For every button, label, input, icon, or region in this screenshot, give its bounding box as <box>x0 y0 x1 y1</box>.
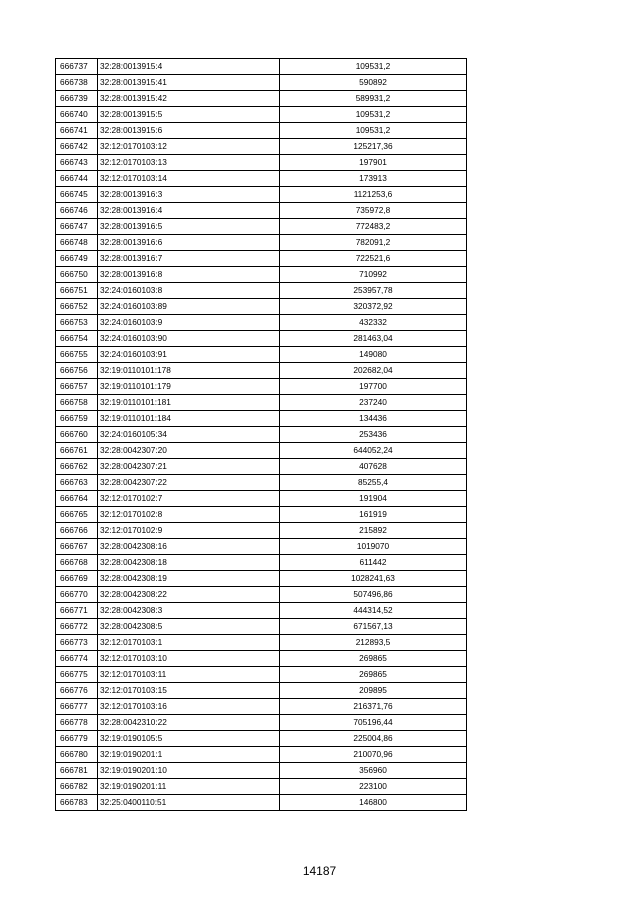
cadastral-number-cell: 32:25:0400110:51 <box>98 795 280 811</box>
row-id-cell: 666765 <box>56 507 98 523</box>
table-row <box>56 123 467 139</box>
table-row <box>56 139 467 155</box>
page-number: 14187 <box>302 864 337 878</box>
cadastral-number-cell: 32:28:0013916:4 <box>98 203 280 219</box>
cadastral-value-cell: 149080 <box>280 347 467 363</box>
row-id-cell: 666767 <box>56 539 98 555</box>
row-id-cell: 666740 <box>56 107 98 123</box>
cadastral-number-cell: 32:19:0110101:178 <box>98 363 280 379</box>
row-id-cell: 666747 <box>56 219 98 235</box>
table-row <box>56 411 467 427</box>
cadastral-value-table <box>55 58 467 811</box>
row-id-cell: 666749 <box>56 251 98 267</box>
table-body <box>56 59 467 811</box>
table-row <box>56 219 467 235</box>
row-id-cell: 666742 <box>56 139 98 155</box>
cadastral-number-cell: 32:12:0170102:9 <box>98 523 280 539</box>
cadastral-number-cell: 32:12:0170103:11 <box>98 667 280 683</box>
row-id-cell: 666772 <box>56 619 98 635</box>
cadastral-value-cell: 197901 <box>280 155 467 171</box>
table-row <box>56 459 467 475</box>
cadastral-number-cell: 32:24:0160103:91 <box>98 347 280 363</box>
cadastral-number-cell: 32:19:0110101:181 <box>98 395 280 411</box>
cadastral-value-cell: 215892 <box>280 523 467 539</box>
table-row <box>56 443 467 459</box>
table-row <box>56 603 467 619</box>
table-row <box>56 667 467 683</box>
cadastral-value-cell: 210070,96 <box>280 747 467 763</box>
cadastral-value-cell: 444314,52 <box>280 603 467 619</box>
cadastral-number-cell: 32:19:0190105:5 <box>98 731 280 747</box>
cadastral-value-cell: 209895 <box>280 683 467 699</box>
row-id-cell: 666775 <box>56 667 98 683</box>
cadastral-number-cell: 32:19:0110101:179 <box>98 379 280 395</box>
row-id-cell: 666776 <box>56 683 98 699</box>
cadastral-value-cell: 253957,78 <box>280 283 467 299</box>
table-row <box>56 491 467 507</box>
table-row <box>56 155 467 171</box>
row-id-cell: 666759 <box>56 411 98 427</box>
cadastral-number-cell: 32:12:0170103:16 <box>98 699 280 715</box>
cadastral-value-cell: 269865 <box>280 667 467 683</box>
row-id-cell: 666755 <box>56 347 98 363</box>
cadastral-value-cell: 507496,86 <box>280 587 467 603</box>
table-row <box>56 235 467 251</box>
cadastral-number-cell: 32:28:0042310:22 <box>98 715 280 731</box>
table-row <box>56 587 467 603</box>
table-row <box>56 107 467 123</box>
table-row <box>56 331 467 347</box>
cadastral-number-cell: 32:24:0160105:34 <box>98 427 280 443</box>
row-id-cell: 666783 <box>56 795 98 811</box>
table-row <box>56 747 467 763</box>
row-id-cell: 666779 <box>56 731 98 747</box>
row-id-cell: 666751 <box>56 283 98 299</box>
cadastral-value-cell: 432332 <box>280 315 467 331</box>
cadastral-value-cell: 735972,8 <box>280 203 467 219</box>
row-id-cell: 666744 <box>56 171 98 187</box>
row-id-cell: 666754 <box>56 331 98 347</box>
row-id-cell: 666769 <box>56 571 98 587</box>
cadastral-number-cell: 32:24:0160103:8 <box>98 283 280 299</box>
row-id-cell: 666737 <box>56 59 98 75</box>
table-row <box>56 795 467 811</box>
cadastral-number-cell: 32:28:0042308:3 <box>98 603 280 619</box>
table-row <box>56 475 467 491</box>
cadastral-value-cell: 320372,92 <box>280 299 467 315</box>
cadastral-number-cell: 32:28:0013916:6 <box>98 235 280 251</box>
cadastral-number-cell: 32:28:0042307:22 <box>98 475 280 491</box>
table-row <box>56 363 467 379</box>
cadastral-number-cell: 32:12:0170102:7 <box>98 491 280 507</box>
cadastral-number-cell: 32:19:0190201:10 <box>98 763 280 779</box>
cadastral-number-cell: 32:19:0110101:184 <box>98 411 280 427</box>
cadastral-value-cell: 109531,2 <box>280 107 467 123</box>
cadastral-value-cell: 1019070 <box>280 539 467 555</box>
row-id-cell: 666757 <box>56 379 98 395</box>
table-row <box>56 91 467 107</box>
row-id-cell: 666777 <box>56 699 98 715</box>
table-row <box>56 635 467 651</box>
cadastral-number-cell: 32:28:0013915:4 <box>98 59 280 75</box>
cadastral-number-cell: 32:28:0042308:18 <box>98 555 280 571</box>
row-id-cell: 666746 <box>56 203 98 219</box>
row-id-cell: 666756 <box>56 363 98 379</box>
cadastral-value-cell: 109531,2 <box>280 123 467 139</box>
cadastral-value-cell: 125217,36 <box>280 139 467 155</box>
row-id-cell: 666770 <box>56 587 98 603</box>
cadastral-number-cell: 32:12:0170102:8 <box>98 507 280 523</box>
cadastral-value-cell: 253436 <box>280 427 467 443</box>
table-row <box>56 555 467 571</box>
table-row <box>56 539 467 555</box>
table-row <box>56 315 467 331</box>
table-row <box>56 715 467 731</box>
cadastral-number-cell: 32:28:0013916:7 <box>98 251 280 267</box>
table-row <box>56 571 467 587</box>
row-id-cell: 666748 <box>56 235 98 251</box>
row-id-cell: 666778 <box>56 715 98 731</box>
table-row <box>56 619 467 635</box>
row-id-cell: 666781 <box>56 763 98 779</box>
row-id-cell: 666750 <box>56 267 98 283</box>
table-row <box>56 267 467 283</box>
cadastral-value-cell: 671567,13 <box>280 619 467 635</box>
cadastral-value-cell: 134436 <box>280 411 467 427</box>
cadastral-value-cell: 161919 <box>280 507 467 523</box>
table-row <box>56 59 467 75</box>
cadastral-value-cell: 590892 <box>280 75 467 91</box>
cadastral-number-cell: 32:28:0042308:5 <box>98 619 280 635</box>
table-row <box>56 395 467 411</box>
table-row <box>56 347 467 363</box>
cadastral-value-cell: 146800 <box>280 795 467 811</box>
cadastral-number-cell: 32:19:0190201:11 <box>98 779 280 795</box>
cadastral-value-cell: 1028241,63 <box>280 571 467 587</box>
cadastral-value-cell: 197700 <box>280 379 467 395</box>
cadastral-value-cell: 356960 <box>280 763 467 779</box>
row-id-cell: 666743 <box>56 155 98 171</box>
cadastral-number-cell: 32:28:0042308:16 <box>98 539 280 555</box>
cadastral-value-cell: 705196,44 <box>280 715 467 731</box>
row-id-cell: 666766 <box>56 523 98 539</box>
table-row <box>56 699 467 715</box>
cadastral-number-cell: 32:24:0160103:9 <box>98 315 280 331</box>
cadastral-number-cell: 32:28:0042308:22 <box>98 587 280 603</box>
cadastral-number-cell: 32:12:0170103:14 <box>98 171 280 187</box>
cadastral-number-cell: 32:28:0013916:3 <box>98 187 280 203</box>
cadastral-value-cell: 407628 <box>280 459 467 475</box>
cadastral-value-cell: 212893,5 <box>280 635 467 651</box>
table-row <box>56 683 467 699</box>
table-row <box>56 75 467 91</box>
row-id-cell: 666762 <box>56 459 98 475</box>
cadastral-value-cell: 281463,04 <box>280 331 467 347</box>
cadastral-number-cell: 32:28:0042307:21 <box>98 459 280 475</box>
table-row <box>56 203 467 219</box>
cadastral-value-cell: 216371,76 <box>280 699 467 715</box>
cadastral-value-cell: 109531,2 <box>280 59 467 75</box>
table-row <box>56 779 467 795</box>
cadastral-value-cell: 782091,2 <box>280 235 467 251</box>
cadastral-number-cell: 32:28:0042307:20 <box>98 443 280 459</box>
row-id-cell: 666764 <box>56 491 98 507</box>
row-id-cell: 666741 <box>56 123 98 139</box>
cadastral-number-cell: 32:28:0013916:5 <box>98 219 280 235</box>
cadastral-number-cell: 32:12:0170103:10 <box>98 651 280 667</box>
row-id-cell: 666738 <box>56 75 98 91</box>
cadastral-value-cell: 237240 <box>280 395 467 411</box>
row-id-cell: 666761 <box>56 443 98 459</box>
table-row <box>56 283 467 299</box>
cadastral-number-cell: 32:28:0013915:5 <box>98 107 280 123</box>
cadastral-number-cell: 32:28:0013915:6 <box>98 123 280 139</box>
cadastral-value-cell: 85255,4 <box>280 475 467 491</box>
row-id-cell: 666758 <box>56 395 98 411</box>
row-id-cell: 666768 <box>56 555 98 571</box>
table-row <box>56 379 467 395</box>
cadastral-number-cell: 32:28:0013915:41 <box>98 75 280 91</box>
row-id-cell: 666771 <box>56 603 98 619</box>
table-row <box>56 651 467 667</box>
cadastral-value-cell: 710992 <box>280 267 467 283</box>
cadastral-value-cell: 225004,86 <box>280 731 467 747</box>
cadastral-number-cell: 32:12:0170103:1 <box>98 635 280 651</box>
table-row <box>56 507 467 523</box>
cadastral-value-cell: 269865 <box>280 651 467 667</box>
row-id-cell: 666753 <box>56 315 98 331</box>
table-row <box>56 731 467 747</box>
row-id-cell: 666763 <box>56 475 98 491</box>
row-id-cell: 666752 <box>56 299 98 315</box>
cadastral-value-cell: 1121253,6 <box>280 187 467 203</box>
cadastral-number-cell: 32:12:0170103:13 <box>98 155 280 171</box>
cadastral-value-cell: 772483,2 <box>280 219 467 235</box>
cadastral-value-cell: 223100 <box>280 779 467 795</box>
row-id-cell: 666745 <box>56 187 98 203</box>
table-row <box>56 763 467 779</box>
cadastral-number-cell: 32:24:0160103:90 <box>98 331 280 347</box>
cadastral-value-cell: 191904 <box>280 491 467 507</box>
row-id-cell: 666760 <box>56 427 98 443</box>
cadastral-number-cell: 32:28:0013916:8 <box>98 267 280 283</box>
cadastral-value-cell: 644052,24 <box>280 443 467 459</box>
row-id-cell: 666774 <box>56 651 98 667</box>
table-row <box>56 187 467 203</box>
row-id-cell: 666780 <box>56 747 98 763</box>
cadastral-number-cell: 32:12:0170103:12 <box>98 139 280 155</box>
cadastral-number-cell: 32:12:0170103:15 <box>98 683 280 699</box>
row-id-cell: 666739 <box>56 91 98 107</box>
table-row <box>56 299 467 315</box>
cadastral-number-cell: 32:24:0160103:89 <box>98 299 280 315</box>
table-row <box>56 251 467 267</box>
cadastral-value-cell: 611442 <box>280 555 467 571</box>
cadastral-value-cell: 589931,2 <box>280 91 467 107</box>
cadastral-value-cell: 202682,04 <box>280 363 467 379</box>
table-row <box>56 171 467 187</box>
cadastral-number-cell: 32:28:0042308:19 <box>98 571 280 587</box>
row-id-cell: 666782 <box>56 779 98 795</box>
cadastral-value-cell: 173913 <box>280 171 467 187</box>
cadastral-number-cell: 32:28:0013915:42 <box>98 91 280 107</box>
row-id-cell: 666773 <box>56 635 98 651</box>
table-row <box>56 523 467 539</box>
cadastral-number-cell: 32:19:0190201:1 <box>98 747 280 763</box>
table-row <box>56 427 467 443</box>
cadastral-value-cell: 722521,6 <box>280 251 467 267</box>
